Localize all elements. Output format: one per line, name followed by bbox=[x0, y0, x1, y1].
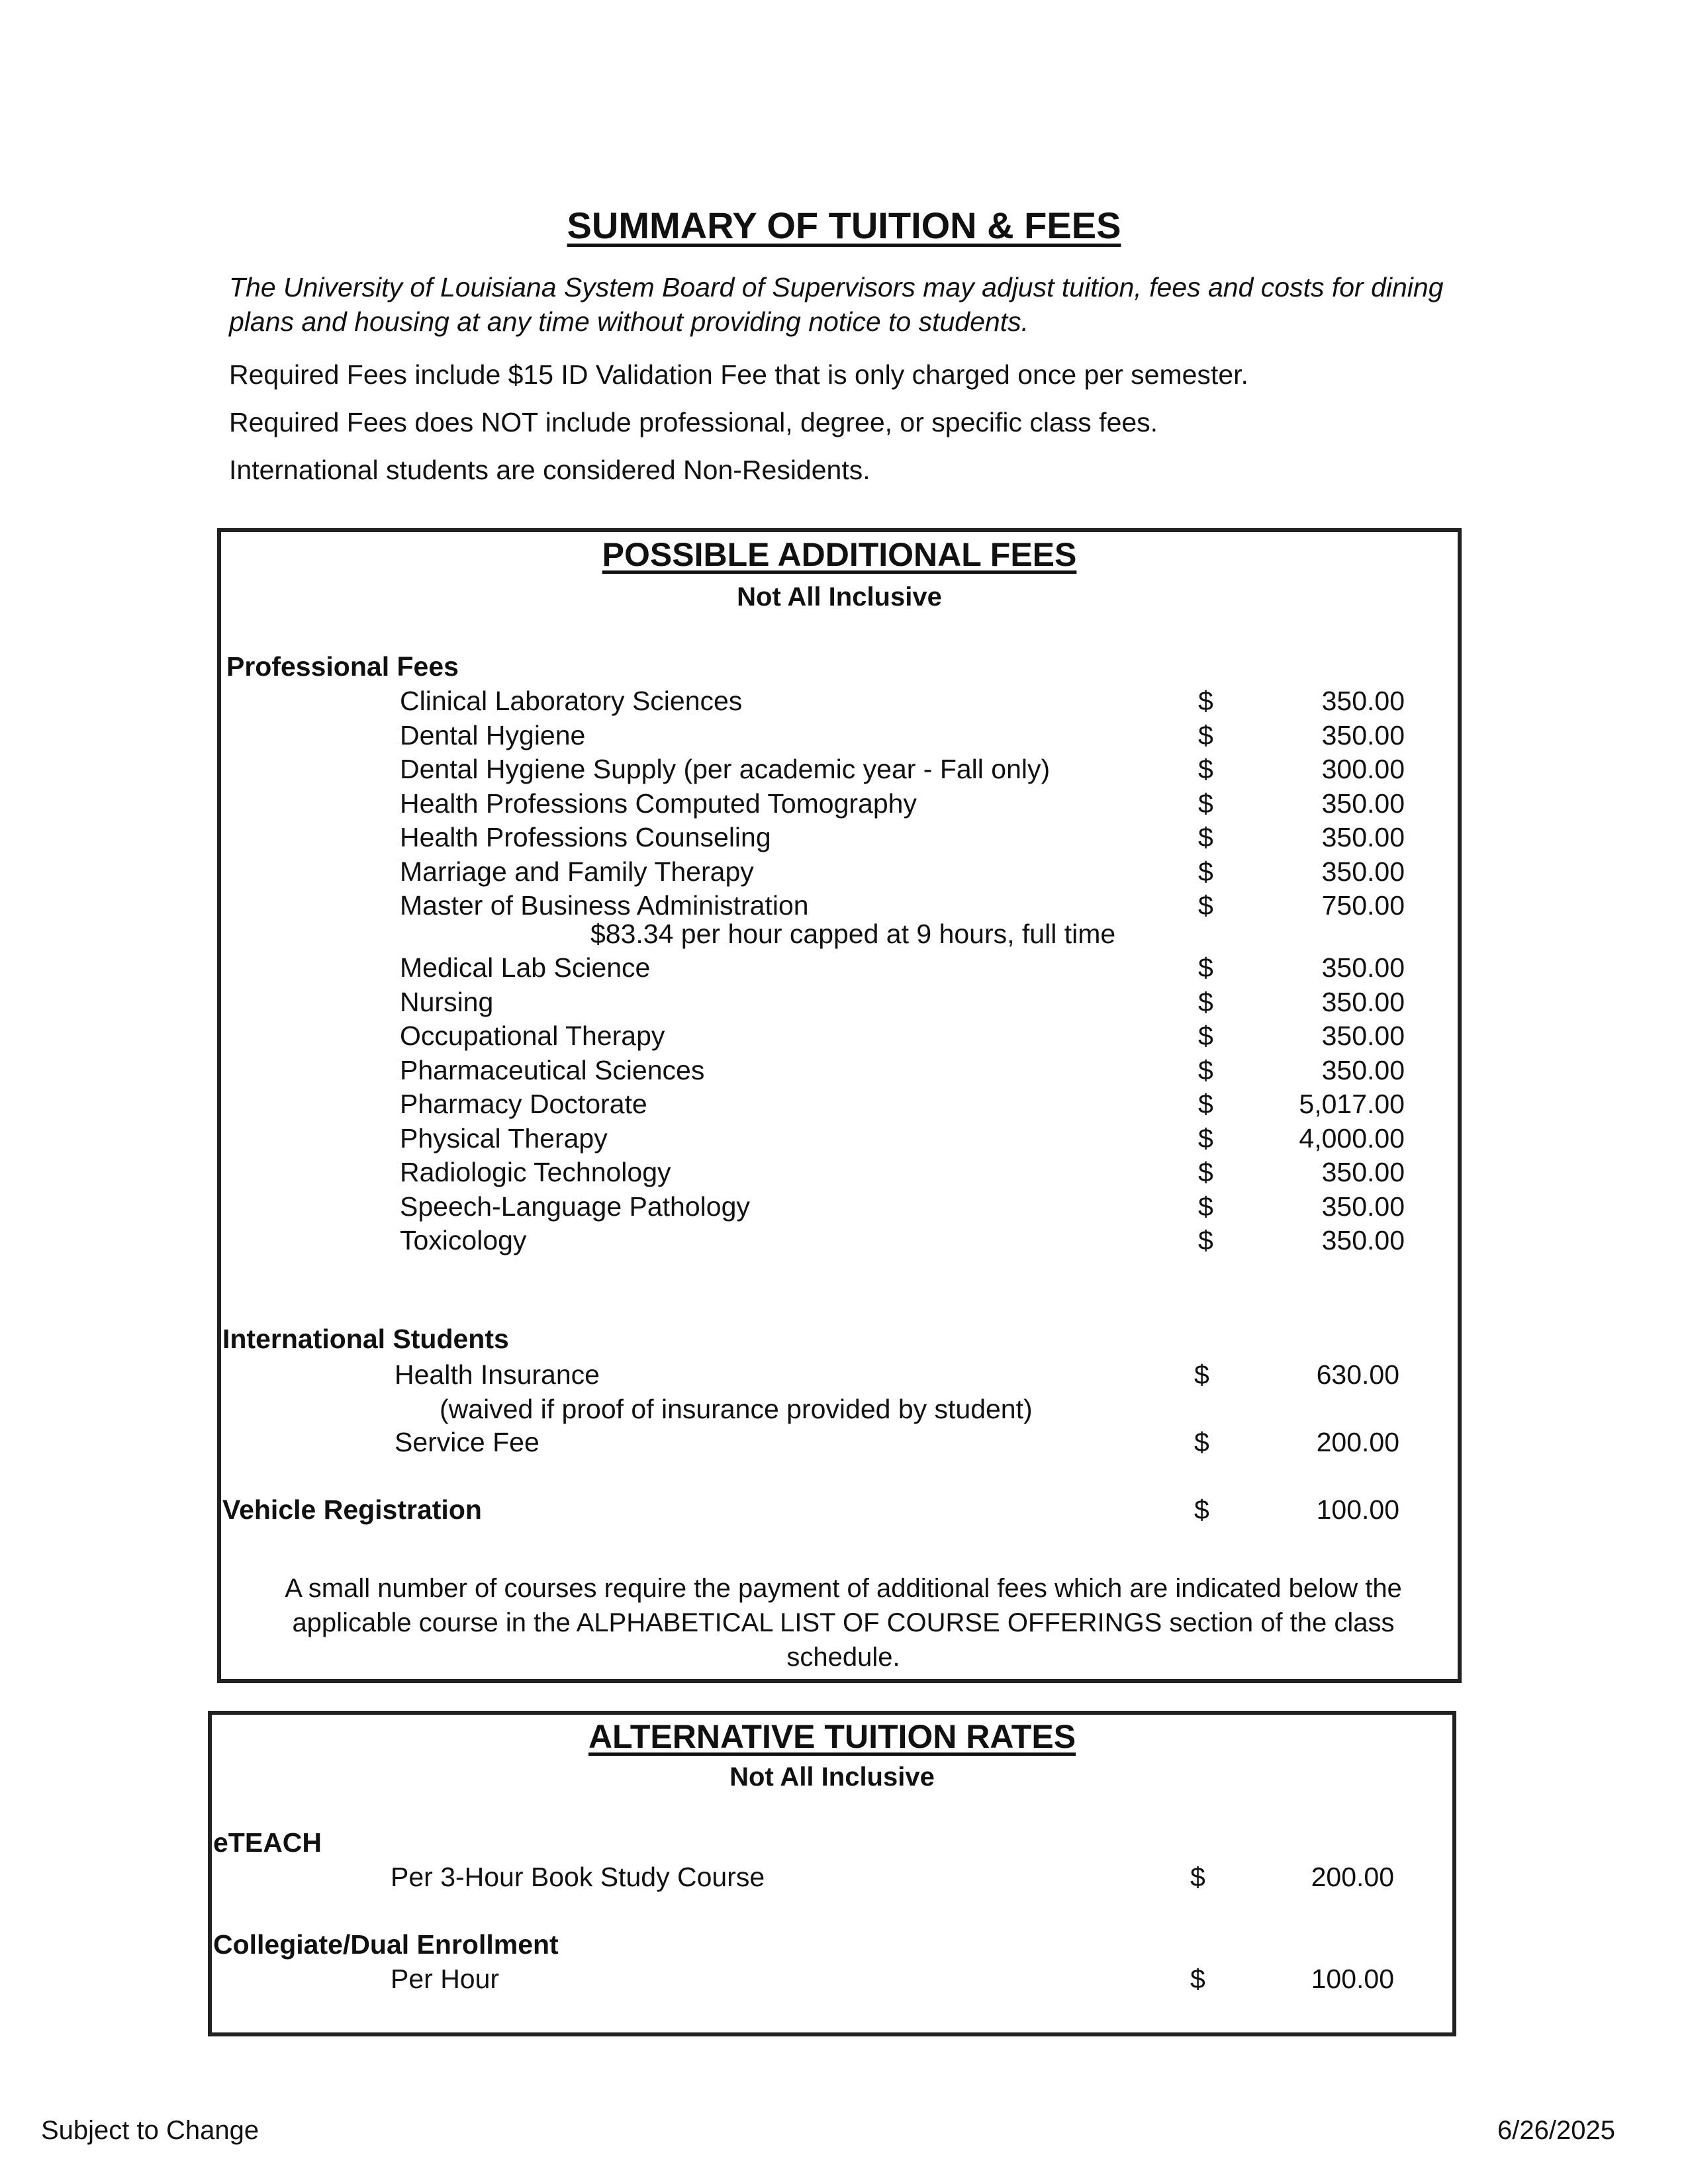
fee-row bbox=[221, 952, 1458, 987]
additional-fees-box bbox=[217, 528, 1462, 1683]
fee-row bbox=[221, 1021, 1458, 1055]
fee-row bbox=[221, 1055, 1458, 1089]
fee-currency: $ bbox=[1198, 1089, 1213, 1119]
fee-row bbox=[221, 686, 1458, 720]
alternative-rates-title: ALTERNATIVE TUITION RATES bbox=[588, 1718, 1076, 1755]
fee-row bbox=[221, 822, 1458, 856]
fee-currency: $ bbox=[1198, 890, 1213, 921]
fee-amount: 350.00 bbox=[1321, 1225, 1405, 1255]
fee-label: Dental Hygiene Supply (per academic year - Fall only) bbox=[400, 754, 1051, 784]
footer-date: 6/26/2025 bbox=[1497, 2116, 1615, 2145]
fee-currency: $ bbox=[1198, 1225, 1213, 1255]
fee-row bbox=[221, 1225, 1458, 1259]
fee-amount: 350.00 bbox=[1321, 822, 1405, 852]
fee-currency: $ bbox=[1198, 856, 1213, 887]
fee-row-vehicle-registration: Vehicle Registration $ 100.00 bbox=[222, 1494, 1399, 1525]
fee-amount: 750.00 bbox=[1321, 890, 1405, 921]
fee-row bbox=[221, 856, 1458, 891]
fee-amount: 350.00 bbox=[1321, 686, 1405, 716]
fee-label: Health Professions Counseling bbox=[400, 822, 771, 852]
fee-currency: $ bbox=[1198, 1054, 1213, 1085]
fee-label: Toxicology bbox=[400, 1225, 527, 1255]
intro-line-required-fees: Required Fees does NOT include professional, degree, or specific class fees. bbox=[229, 407, 1158, 437]
fee-amount: 350.00 bbox=[1321, 1157, 1405, 1187]
fee-currency: $ bbox=[1198, 788, 1213, 819]
page-title: SUMMARY OF TUITION & FEES bbox=[567, 205, 1121, 246]
fee-row bbox=[221, 720, 1458, 754]
board-disclaimer: The University of Louisiana System Board of Supervisors may adjust tuition, fees and costs for dining plans and housing at any time without providing notice to students. bbox=[229, 272, 1444, 337]
dual-enrollment-heading: Collegiate/Dual Enrollment bbox=[213, 1929, 559, 1960]
fee-currency: $ bbox=[1198, 1191, 1213, 1222]
fee-label: Marriage and Family Therapy bbox=[400, 856, 754, 887]
fee-currency: $ bbox=[1198, 822, 1213, 852]
fee-amount: 350.00 bbox=[1321, 986, 1405, 1017]
fee-row bbox=[221, 1123, 1458, 1158]
fee-label: Pharmacy Doctorate bbox=[400, 1089, 647, 1119]
footer-subject-to-change: Subject to Change bbox=[41, 2116, 259, 2145]
alternative-rates-box bbox=[208, 1711, 1456, 2036]
fee-label: Dental Hygiene bbox=[400, 719, 586, 751]
fee-currency: $ bbox=[1198, 952, 1213, 983]
health-insurance-note: (waived if proof of insurance provided by student) bbox=[440, 1394, 1033, 1424]
professional-fees-heading: Professional Fees bbox=[226, 651, 459, 682]
fee-label: Physical Therapy bbox=[400, 1122, 608, 1154]
additional-fees-subtitle: Not All Inclusive bbox=[737, 582, 942, 612]
fee-amount: 350.00 bbox=[1321, 788, 1405, 819]
fee-row-service-fee: Service Fee $ 200.00 bbox=[395, 1427, 1399, 1457]
rate-row-book-study: Per 3-Hour Book Study Course $ 200.00 bbox=[391, 1862, 1394, 1892]
fee-amount: 350.00 bbox=[1321, 1054, 1405, 1085]
intro-line-international: International students are considered Non-Residents. bbox=[229, 455, 870, 485]
fee-label: Speech-Language Pathology bbox=[400, 1191, 750, 1222]
fee-amount: 350.00 bbox=[1321, 1191, 1405, 1222]
fee-label: Nursing bbox=[400, 986, 494, 1017]
fee-amount: 350.00 bbox=[1321, 856, 1405, 887]
fee-label: Clinical Laboratory Sciences bbox=[400, 686, 743, 716]
fee-label: Pharmaceutical Sciences bbox=[400, 1054, 705, 1085]
fee-label: Master of Business Administration bbox=[400, 890, 809, 921]
international-students-heading: International Students bbox=[222, 1324, 509, 1354]
fee-currency: $ bbox=[1198, 754, 1213, 784]
fee-currency: $ bbox=[1198, 686, 1213, 716]
fee-row bbox=[221, 1089, 1458, 1123]
alternative-rates-subtitle: Not All Inclusive bbox=[729, 1762, 935, 1792]
fee-amount: 350.00 bbox=[1321, 1021, 1405, 1051]
fee-currency: $ bbox=[1198, 1157, 1213, 1187]
fee-label: Radiologic Technology bbox=[400, 1157, 671, 1187]
intro-line-id-fee: Required Fees include $15 ID Validation Fee that is only charged once per semester. bbox=[229, 359, 1248, 390]
fee-row bbox=[221, 754, 1458, 788]
eteach-heading: eTEACH bbox=[213, 1827, 322, 1858]
fee-currency: $ bbox=[1198, 1122, 1213, 1154]
course-fees-note: A small number of courses require the payment of additional fees which are indicated below the applicable course in the ALPHABETICAL LIST OF COURSE OFFERINGS section of the class schedule. bbox=[285, 1574, 1402, 1672]
fee-label: Occupational Therapy bbox=[400, 1021, 665, 1051]
mba-note: $83.34 per hour capped at 9 hours, full time bbox=[590, 919, 1116, 949]
fee-amount: 300.00 bbox=[1321, 754, 1405, 784]
fee-currency: $ bbox=[1198, 719, 1213, 751]
fee-row bbox=[221, 788, 1458, 823]
fee-currency: $ bbox=[1198, 986, 1213, 1017]
fee-label: Medical Lab Science bbox=[400, 952, 651, 983]
fee-row bbox=[221, 987, 1458, 1021]
rate-row-per-hour: Per Hour $ 100.00 bbox=[391, 1964, 1394, 1994]
fee-currency: $ bbox=[1198, 1021, 1213, 1051]
additional-fees-title: POSSIBLE ADDITIONAL FEES bbox=[602, 536, 1077, 573]
fee-amount: 5,017.00 bbox=[1299, 1089, 1405, 1119]
fee-row-health-insurance: Health Insurance $ 630.00 bbox=[395, 1359, 1399, 1390]
fee-amount: 350.00 bbox=[1321, 719, 1405, 751]
fee-label: Health Professions Computed Tomography bbox=[400, 788, 917, 819]
fee-amount: 350.00 bbox=[1321, 952, 1405, 983]
fee-row bbox=[221, 1191, 1458, 1226]
fee-amount: 4,000.00 bbox=[1299, 1122, 1405, 1154]
fee-row bbox=[221, 1157, 1458, 1191]
